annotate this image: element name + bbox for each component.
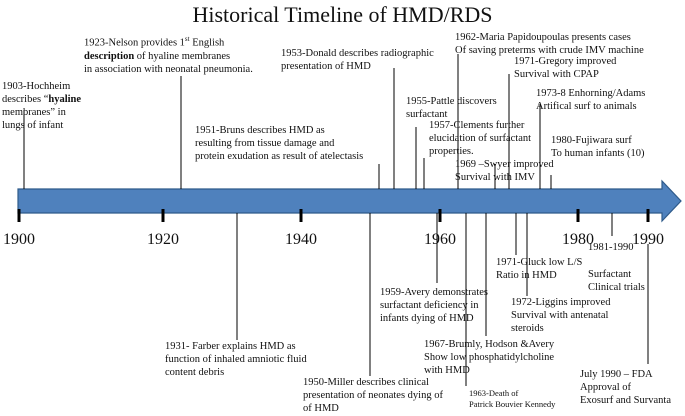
event-1953: 1953-Donald describes radiographic presentation of HMD [281,48,434,72]
event-1963: 1963-Death of Patrick Bouvier Kennedy [469,388,556,409]
event-1972: 1972-Liggins improved Survival with antenatal steroids [511,297,611,334]
timeline-arrow [18,181,681,221]
diagram-title: Historical Timeline of HMD/RDS [192,2,493,27]
event-1962: 1962-Maria Papidoupoulas presents cases Of saving preterms with crude IMV machine [455,32,644,56]
year-label-1940: 1940 [285,231,317,248]
year-label-1920: 1920 [147,231,179,248]
event-1955: 1955-Pattle discovers surfactant [406,96,497,120]
event-1971-gluck: 1971-Gluck low L/S Ratio in HMD [496,257,583,281]
event-1980: 1980-Fujiwara surf To human infants (10) [551,135,645,159]
event-1967: 1967-Brumly, Hodson &Avery Show low phosphatidylcholine with HMD [424,339,555,376]
event-1903: 1903-Hochheim describes “hyaline membranes” in lungs of infant [2,81,82,131]
event-1971-gregory: 1971-Gregory improved Survival with CPAP [514,56,617,80]
event-1959: 1959-Avery demonstrates surfactant deficiency in infants dying of HMD [380,287,488,324]
year-label-1990: 1990 [632,231,664,248]
event-1969: 1969 –Swyer improved Survival with IMV [455,159,554,183]
event-1981-1990: 1981-1990 Surfactant Clinical trials [588,242,645,293]
event-1973: 1973-8 Enhorning/Adams Artifical surf to animals [536,88,646,112]
event-1923: 1923-Nelson provides 1st English description of hyaline membranes in association with neonatal pneumonia. [84,35,253,75]
event-1950: 1950-Miller describes clinical presentation of neonates dying of of HMD [303,377,443,414]
event-1990: July 1990 – FDA Approval of Exosurf and Survanta [580,369,671,406]
year-label-1960: 1960 [424,231,456,248]
event-1931: 1931- Farber explains HMD as function of inhaled amniotic fluid content debris [165,341,307,378]
event-1951: 1951-Bruns describes HMD as resulting from tissue damage and protein exudation as result of atelectasis [195,125,364,162]
year-label-1980: 1980 [562,231,594,248]
year-label-1900: 1900 [3,231,35,248]
event-1957: 1957-Clements further elucidation of surfactant properties. [429,120,532,157]
